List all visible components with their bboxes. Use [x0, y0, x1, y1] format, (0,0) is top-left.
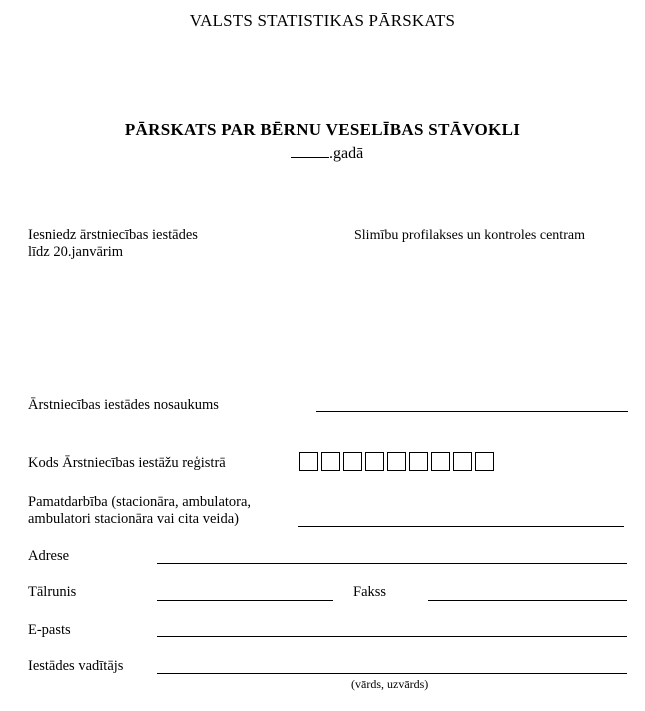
code-box[interactable] — [387, 452, 406, 471]
recipient-text: Slimību profilakses un kontroles centram — [354, 228, 585, 243]
submission-line-2: līdz 20.janvārim — [28, 244, 124, 260]
head-field[interactable] — [157, 673, 627, 674]
head-caption: (vārds, uzvārds) — [351, 677, 429, 691]
code-box[interactable] — [299, 452, 318, 471]
code-box[interactable] — [475, 452, 494, 471]
fax-label: Fakss — [353, 584, 387, 600]
email-field[interactable] — [157, 636, 627, 637]
submission-line-1: Iesniedz ārstniecības iestādes — [28, 227, 198, 243]
email-label: E-pasts — [28, 622, 71, 638]
main-activity-label-2: ambulatori stacionāra vai cita veida) — [28, 511, 239, 527]
head-label: Iestādes vadītājs — [28, 658, 124, 674]
main-activity-field[interactable] — [298, 526, 624, 527]
phone-field[interactable] — [157, 600, 333, 601]
code-box[interactable] — [365, 452, 384, 471]
code-box[interactable] — [431, 452, 450, 471]
form-year — [291, 143, 363, 163]
code-box[interactable] — [409, 452, 428, 471]
code-box[interactable] — [453, 452, 472, 471]
code-box[interactable] — [343, 452, 362, 471]
registry-code-boxes — [299, 452, 497, 471]
registry-code-label: Kods Ārstniecības iestāžu reģistrā — [28, 455, 226, 471]
main-activity-label-1: Pamatdarbība (stacionāra, ambulatora, — [28, 494, 252, 510]
year-suffix: .gadā — [329, 145, 364, 162]
institution-name-field[interactable] — [316, 411, 628, 412]
address-field[interactable] — [157, 563, 627, 564]
year-input[interactable] — [291, 143, 329, 158]
phone-label: Tālrunis — [28, 584, 77, 600]
form-title: PĀRSKATS PAR BĒRNU VESELĪBAS STĀVOKLI — [124, 120, 521, 139]
institution-name-label: Ārstniecības iestādes nosaukums — [28, 397, 219, 413]
fax-field[interactable] — [428, 600, 627, 601]
form-header: VALSTS STATISTIKAS PĀRSKATS — [189, 11, 456, 30]
code-box[interactable] — [321, 452, 340, 471]
address-label: Adrese — [28, 548, 70, 564]
